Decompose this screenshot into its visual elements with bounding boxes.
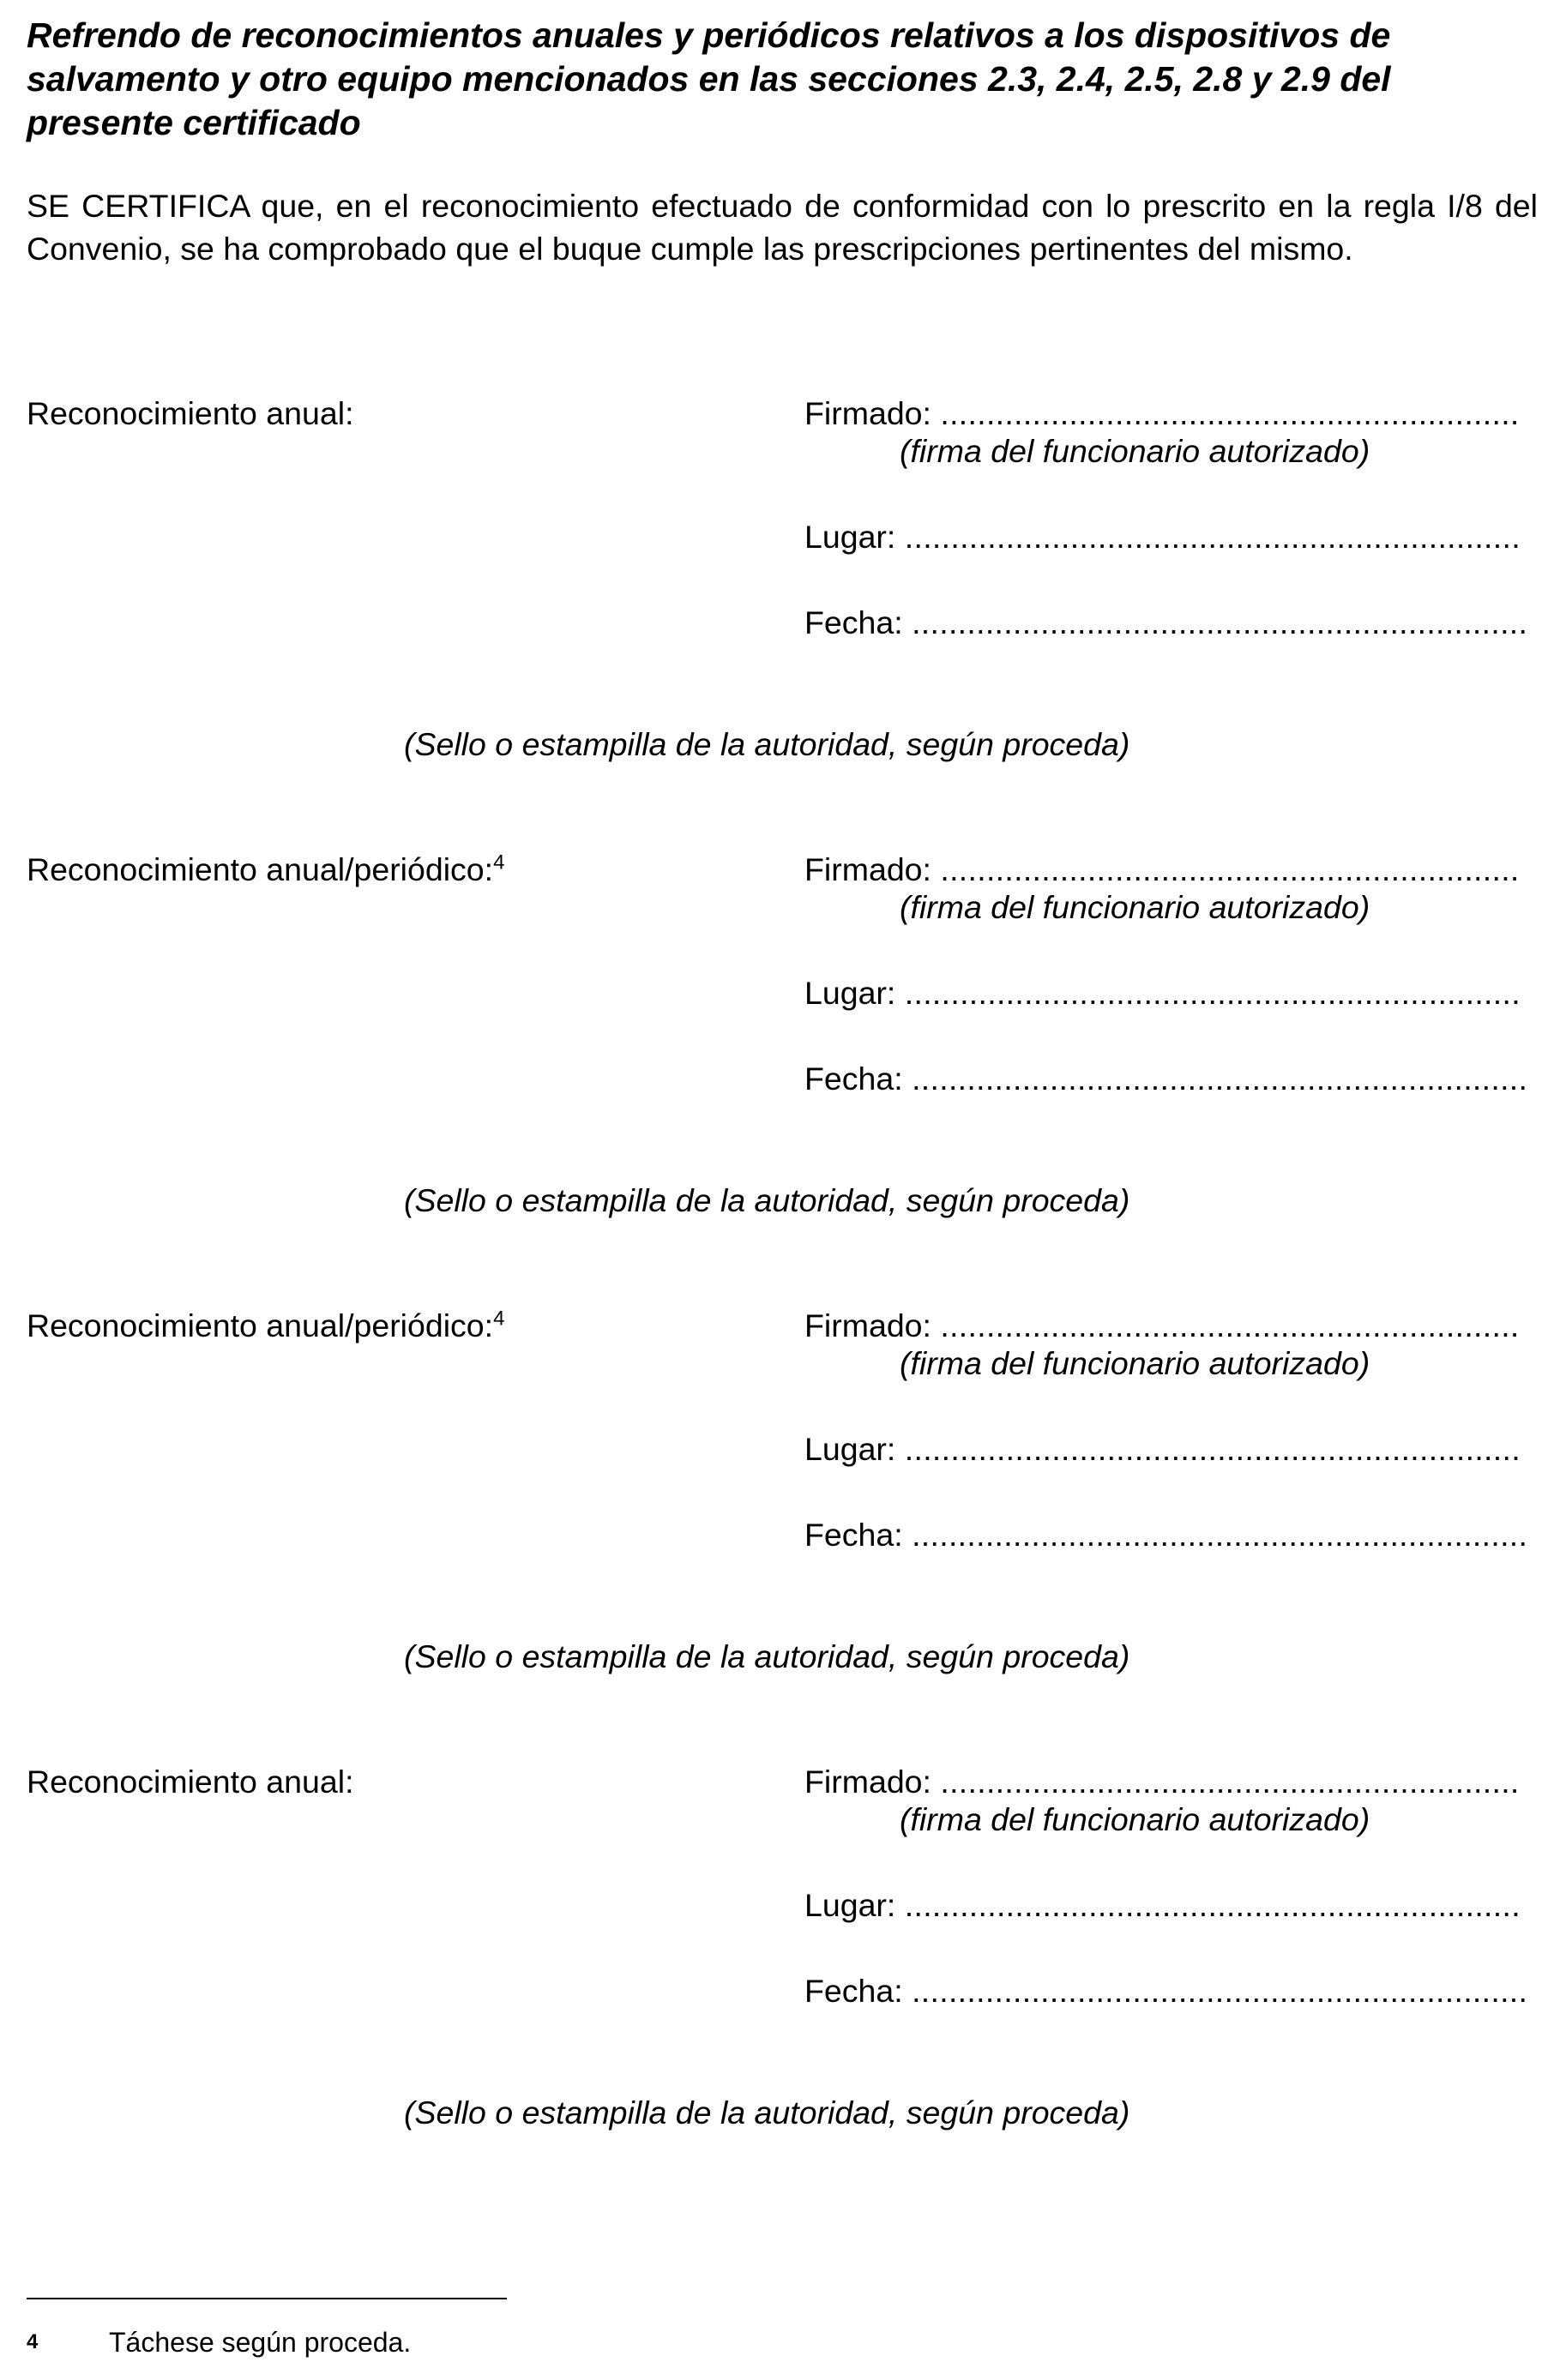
date-line: ................................................................... [912,1517,1528,1553]
place-label: Lugar: [804,975,896,1011]
stamp-caption: (Sello o estampilla de la autoridad, según proceda) [404,1182,1130,1218]
survey-endorsement-section [27,1304,1538,1690]
stamp-caption: (Sello o estampilla de la autoridad, según proceda) [404,726,1130,762]
signed-label: Firmado: [804,1764,931,1800]
date-field[interactable] [804,1057,1529,1100]
survey-type-label: Reconocimiento anual/periódico:$^4$ [27,850,505,887]
date-label: Fecha: [804,1061,903,1097]
certification-paragraph: SE CERTIFICA que, en el reconocimiento efectuado de conformidad con lo prescrito en la regla I/8 del Convenio, se ha comprobado que el buque cumple las prescripciones pertinentes del mismo. [27,188,1538,267]
signed-label: Firmado: [804,395,931,431]
place-label: Lugar: [804,1887,896,1923]
signed-field[interactable] [804,1760,1520,1803]
stamp-caption: (Sello o estampilla de la autoridad, según proceda) [404,1638,1130,1674]
footnote-ref: 4 [493,1307,505,1331]
place-line: ................................................................... [904,1431,1521,1467]
date-field[interactable] [804,1513,1529,1556]
date-line: ................................................................... [912,1973,1528,2009]
footnote-number: 4 [27,2330,39,2353]
signature-line: ............................................................... [940,851,1520,887]
date-label: Fecha: [804,1973,903,2009]
signature-line: ............................................................... [940,395,1520,431]
signature-line: ............................................................... [940,1764,1520,1800]
place-field[interactable] [804,1884,1522,1926]
survey-endorsement-section [27,848,1538,1234]
signed-field[interactable] [804,392,1520,435]
date-line: ................................................................... [912,1061,1528,1097]
signed-label: Firmado: [804,851,931,887]
date-label: Fecha: [804,604,903,640]
document-page [27,14,1538,2131]
survey-type-label: Reconocimiento anual: [27,1764,354,1800]
document-heading: Refrendo de reconocimientos anuales y periódicos relativos a los dispositivos de salvamento y otro equipo mencionados en las secciones 2.3, 2.4, 2.5, 2.8 y 2.9 del presente certificado [27,15,1391,142]
signature-caption: (firma del funcionario autorizado) [900,1345,1370,1381]
signature-caption: (firma del funcionario autorizado) [900,1801,1370,1837]
date-line: ................................................................... [912,604,1528,640]
signed-field[interactable] [804,848,1520,891]
signed-field[interactable] [804,1304,1520,1347]
place-line: ................................................................... [904,1887,1521,1923]
date-field[interactable] [804,1969,1529,2012]
footnote-text: Táchese según proceda. [109,2327,412,2358]
signature-caption: (firma del funcionario autorizado) [900,433,1370,469]
signed-label: Firmado: [804,1307,931,1343]
signature-caption: (firma del funcionario autorizado) [900,889,1370,925]
place-label: Lugar: [804,519,896,555]
stamp-caption: (Sello o estampilla de la autoridad, según proceda) [404,2095,1130,2131]
place-field[interactable] [804,515,1522,558]
date-field[interactable] [804,601,1529,644]
signature-line: ............................................................... [940,1307,1520,1343]
place-field[interactable] [804,971,1522,1014]
place-field[interactable] [804,1427,1522,1470]
footnote-divider [27,2298,507,2299]
place-line: ................................................................... [904,519,1521,555]
survey-endorsement-section [27,1760,1538,2146]
survey-endorsement-section [27,392,1538,778]
place-line: ................................................................... [904,975,1521,1011]
footnote [27,2325,411,2359]
survey-type-label: Reconocimiento anual/periódico:$^4$ [27,1307,505,1343]
survey-type-label: Reconocimiento anual: [27,395,354,431]
footnote-ref: 4 [493,850,505,874]
date-label: Fecha: [804,1517,903,1553]
place-label: Lugar: [804,1431,896,1467]
